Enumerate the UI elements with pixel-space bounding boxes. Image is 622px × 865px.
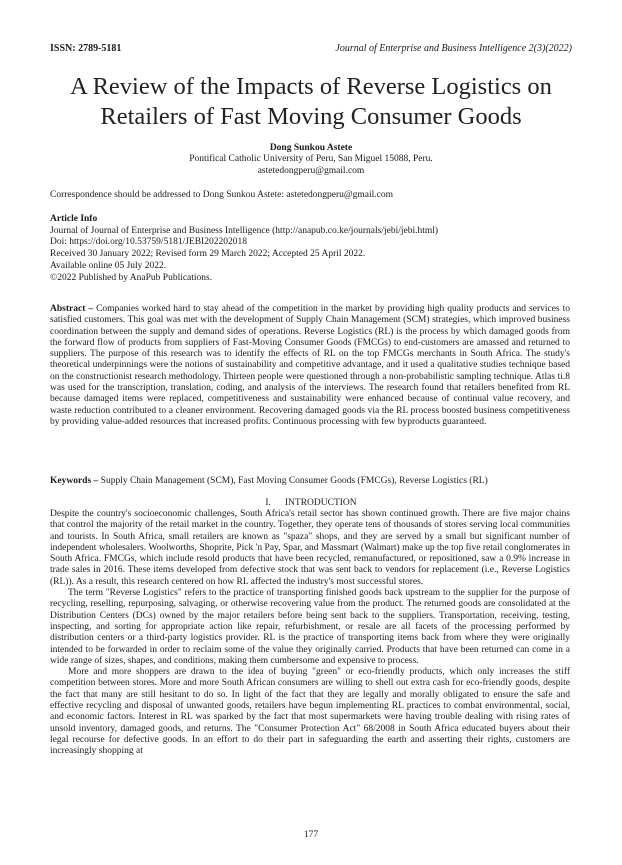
introduction-body	[50, 509, 570, 758]
abstract-label: Abstract –	[50, 304, 94, 314]
intro-paragraph-1: Despite the country's socioeconomic challenges, South Africa's retail sector has shown continued growth. There are five major chains that control the majority of the retail market in the country. Together, they operate tens of thousands of stores serving local communities and tourists. In South Africa, small retailers are known as "spaza" shops, and they are served by a small but significant number of independent wholesalers. Woolworths, Shoprite, Pick 'n Pay, Spar, and Massmart (Walmart) make up the top five retail conglomerates in South Africa. FMCGs, which include resold products that have been recycled, remanufactured, or repositioned, saw a 0.9% increase in trade sales in 2016. These items developed from defective stock that was sent back to vendors for replacement (i.e., Reverse Logistics (RL)). As a result, this research centered on how RL affected the industry's most successful stores.	[50, 509, 570, 587]
page-number: 177	[303, 830, 319, 840]
author-email: astetedongperu@gmail.com	[257, 166, 365, 176]
paper-title	[30, 72, 592, 132]
keywords-label: Keywords –	[50, 476, 99, 486]
article-info-dates: Received 30 January 2022; Revised form 29 March 2022; Accepted 25 April 2022.	[50, 249, 366, 260]
journal-running-head: Journal of Enterprise and Business Intelligence 2(3)(2022)	[335, 43, 572, 54]
correspondence-note: Correspondence should be addressed to Dong Sunkou Astete: astetedongperu@gmail.com	[50, 190, 394, 200]
author-affiliation: Pontifical Catholic University of Peru, San Miguel 15088, Peru.	[189, 154, 433, 164]
author-name: Dong Sunkou Astete	[269, 143, 353, 153]
abstract-text: Companies worked hard to stay ahead of the competition in the market by providing high quality products and services to satisfied customers. This goal was met with the development of Supply Chain Management (SCM) strategies, which improved business coordination between the supply and demand sides of operations. Reverse Logistics (RL) is the process by which damaged goods from the forward flow of products from suppliers of Fast-Moving Consumer Goods (FMCGs) to end-customers are amassed and returned to suppliers. The purpose of this research was to identify the effects of RL on the top FMCGs merchants in South Africa. The study's theoretical underpinnings were the notions of sustainability and competitive advantage, and it used a qualitative studies technique based on the constructionist research methodology. Thirteen people were questioned through a non-probabilistic sampling technique. Atlas ti.8 was used for the transcription, translation, coding, and analysis of the interviews. The research found that retailers benefited from RL because damaged items were replaced, competitiveness and sustainability were enhanced because of continual value recovery, and waste reduction contributed to a cleaner environment. Recovering damaged goods via the RL process boosted business competitiveness by providing value-added resources that increased profits. Continuous processing with few byproducts guaranteed.	[50, 304, 570, 427]
keywords-text: Supply Chain Management (SCM), Fast Moving Consumer Goods (FMCGs), Reverse Logistics (RL)	[98, 476, 488, 486]
article-info-doi: Doi: https://doi.org/10.53759/5181/JEBI202202018	[50, 237, 247, 248]
abstract	[50, 304, 570, 428]
keywords	[50, 476, 570, 487]
section-title: INTRODUCTION	[284, 498, 357, 508]
article-info	[50, 214, 570, 284]
article-info-journal: Journal of Journal of Enterprise and Business Intelligence (http://anapub.co.ke/journals/jebi/jebi.html)	[50, 225, 439, 236]
paper-title-line-1: A Review of the Impacts of Reverse Logistics on	[70, 73, 552, 100]
section-number: I.	[265, 498, 271, 508]
section-heading-introduction	[0, 498, 622, 508]
article-info-online: Available online 05 July 2022.	[50, 260, 167, 271]
article-info-heading: Article Info	[50, 214, 98, 224]
intro-paragraph-2: The term "Reverse Logistics" refers to the practice of transporting finished goods back upstream to the supplier for the purpose of recycling, reselling, repurposing, salvaging, or otherwise recovering value from the product. The returned goods are consolidated at the Distribution Centers (DCs) owned by the major retailers before being sent back to the suppliers. Transportation, receiving, testing, inspecting, and sorting for appropriate action like repair, refurbishment, or resale are all facets of the processing performed by distribution centers or a third-party logistics provider. RL is the practice of transporting items back from where they were originally intended to be forwarded in order to reclaim some of the value they originally carried. Products that have been returned can come in a wide range of sizes, shapes, and conditions, making them cumbersome and expensive to process.	[50, 588, 570, 666]
issn-label: ISSN: 2789-5181	[50, 43, 122, 54]
paper-title-line-2: Retailers of Fast Moving Consumer Goods	[100, 103, 522, 130]
intro-paragraph-3: More and more shoppers are drawn to the idea of buying "green" or eco-friendly products, which only increases the stiff competition between stores. More and more South African consumers are willing to shell out extra cash for eco-friendly goods, despite the fact that many are still hesitant to do so. In light of the fact that they are legally and morally obligated to ensure the safe and effective recycling and disposal of unwanted goods, retailers have begun implementing RL practices to combat environmental, social, and economic factors. Interest in RL was sparked by the fact that most supermarkets were having trouble dealing with rising rates of unsold inventory, damaged goods, and returns. The "Consumer Protection Act" 68/2008 in South Africa educated buyers about their legal recourse for defective goods. In an effort to do their part in safeguarding the earth and asserting their rights, customers are increasingly shopping at	[50, 667, 570, 757]
article-info-copyright: ©2022 Published by AnaPub Publications.	[50, 272, 213, 283]
